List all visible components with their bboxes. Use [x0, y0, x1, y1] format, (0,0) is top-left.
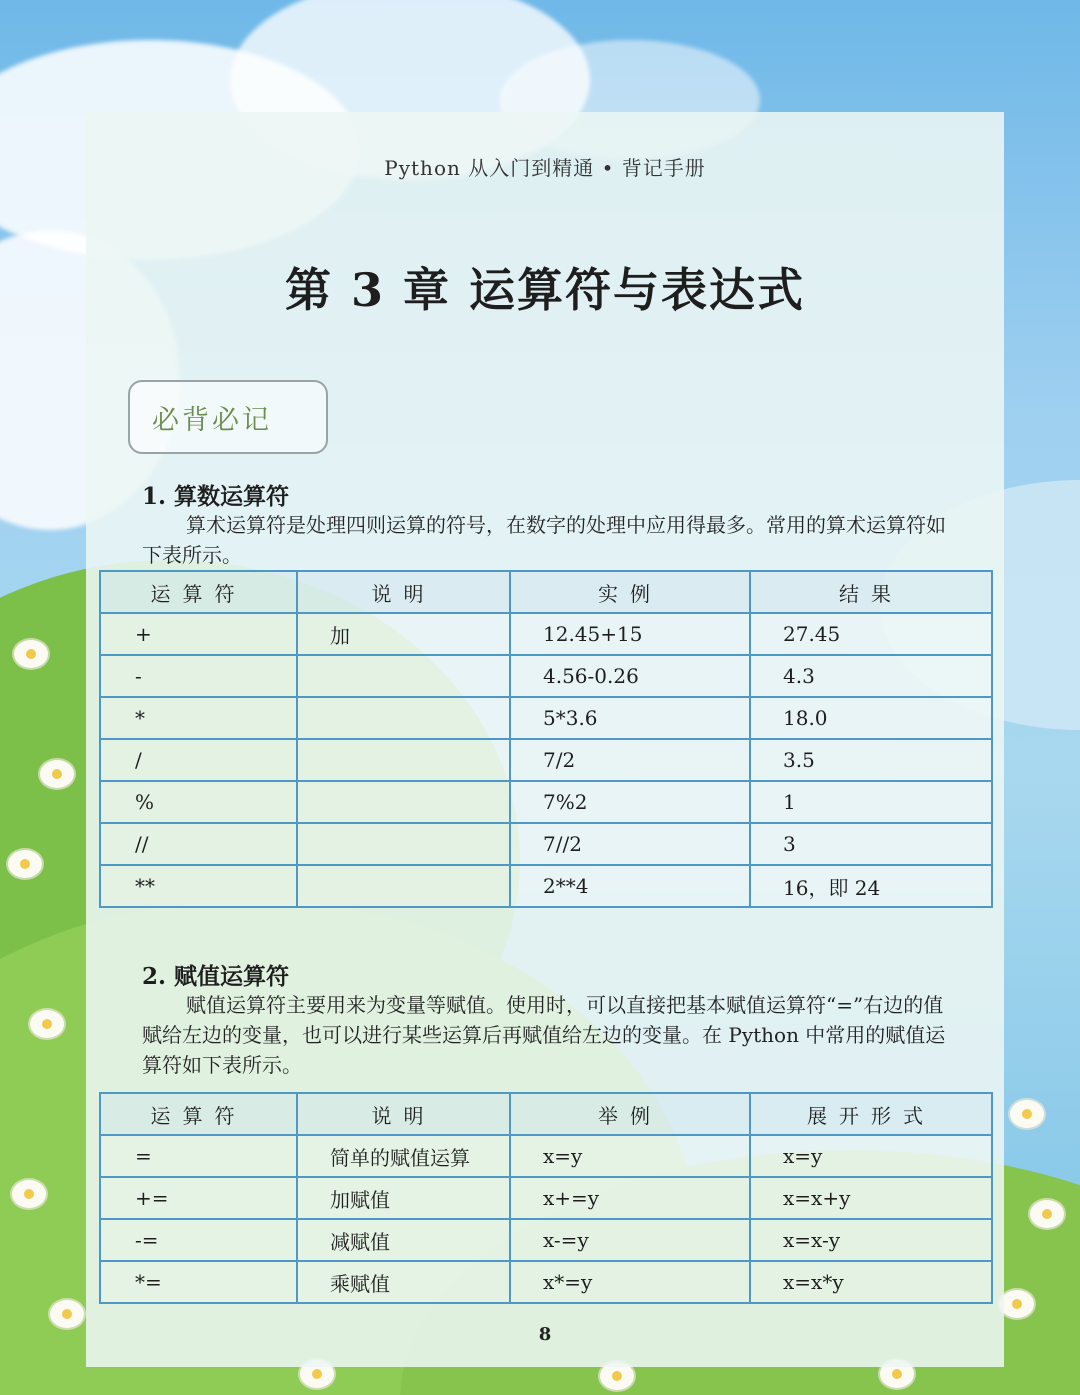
- table-header-row: [100, 571, 992, 613]
- cell-example: 5*3.6: [510, 697, 750, 739]
- cell-description: [297, 655, 510, 697]
- table-row: [100, 1135, 992, 1177]
- table-row: [100, 1177, 992, 1219]
- cell-description: 乘赋值: [297, 1261, 510, 1303]
- cell-example: x=y: [510, 1135, 750, 1177]
- cell-example: x*=y: [510, 1261, 750, 1303]
- chapter-title: 第 3 章 运算符与表达式: [284, 263, 806, 317]
- cell-operator: =: [100, 1135, 297, 1177]
- cell-result: 3.5: [750, 739, 992, 781]
- section2-heading: 2. 赋值运算符: [142, 963, 290, 990]
- table-row: [100, 697, 992, 739]
- cell-result: 16，即 24: [750, 865, 992, 907]
- cell-example: x+=y: [510, 1177, 750, 1219]
- header-operator: 运算符: [100, 571, 297, 613]
- running-head: Python 从入门到精通 • 背记手册: [384, 156, 706, 180]
- cell-operator: +=: [100, 1177, 297, 1219]
- table-row: [100, 655, 992, 697]
- cell-example: 4.56-0.26: [510, 655, 750, 697]
- cell-operator: /: [100, 739, 297, 781]
- section2-paragraph: [142, 990, 962, 1080]
- cell-description: [297, 739, 510, 781]
- cell-description: [297, 865, 510, 907]
- assignment-operators-table: [99, 1092, 993, 1304]
- cell-result: 27.45: [750, 613, 992, 655]
- table-header-row: [100, 1093, 992, 1135]
- section1-heading: 1. 算数运算符: [142, 483, 290, 510]
- cell-description: [297, 781, 510, 823]
- table-row: [100, 1219, 992, 1261]
- cell-description: 减赋值: [297, 1219, 510, 1261]
- section1-paragraph-text: 算术运算符是处理四则运算的符号，在数字的处理中应用得最多。常用的算术运算符如下表所示。: [142, 513, 946, 567]
- cell-description: [297, 823, 510, 865]
- cell-operator: **: [100, 865, 297, 907]
- header-result: 结果: [750, 571, 992, 613]
- table-row: [100, 613, 992, 655]
- cell-result: 4.3: [750, 655, 992, 697]
- header-expanded-form: 展开形式: [750, 1093, 992, 1135]
- section1-paragraph: [142, 510, 962, 570]
- cell-operator: *: [100, 697, 297, 739]
- cell-operator: //: [100, 823, 297, 865]
- cell-operator: -=: [100, 1219, 297, 1261]
- table-row: [100, 865, 992, 907]
- arithmetic-operators-table: [99, 570, 993, 908]
- cell-example: 7%2: [510, 781, 750, 823]
- document-page: [86, 112, 1004, 1367]
- cell-example: x-=y: [510, 1219, 750, 1261]
- table-row: [100, 1261, 992, 1303]
- cell-description: [297, 697, 510, 739]
- memorize-badge: [128, 380, 328, 454]
- cell-operator: +: [100, 613, 297, 655]
- cell-operator: -: [100, 655, 297, 697]
- cell-expanded-form: x=x-y: [750, 1219, 992, 1261]
- cell-result: 1: [750, 781, 992, 823]
- table-row: [100, 739, 992, 781]
- table-row: [100, 781, 992, 823]
- cell-expanded-form: x=y: [750, 1135, 992, 1177]
- section2-paragraph-text: 赋值运算符主要用来为变量等赋值。使用时，可以直接把基本赋值运算符“=”右边的值赋给左边的变量，也可以进行某些运算后再赋值给左边的变量。在 Python 中常用的赋值运算符如下表所示。: [142, 993, 946, 1077]
- cell-expanded-form: x=x*y: [750, 1261, 992, 1303]
- header-example: 举例: [510, 1093, 750, 1135]
- header-example: 实例: [510, 571, 750, 613]
- header-operator: 运算符: [100, 1093, 297, 1135]
- cell-description: 加: [297, 613, 510, 655]
- header-description: 说明: [297, 571, 510, 613]
- cell-example: 7//2: [510, 823, 750, 865]
- cell-description: 简单的赋值运算: [297, 1135, 510, 1177]
- cell-result: 18.0: [750, 697, 992, 739]
- cell-result: 3: [750, 823, 992, 865]
- badge-label: 必背必记: [152, 404, 272, 436]
- table-row: [100, 823, 992, 865]
- cell-operator: %: [100, 781, 297, 823]
- page-number: 8: [538, 1324, 552, 1345]
- cell-example: 7/2: [510, 739, 750, 781]
- cell-example: 2**4: [510, 865, 750, 907]
- cell-description: 加赋值: [297, 1177, 510, 1219]
- header-description: 说明: [297, 1093, 510, 1135]
- cell-expanded-form: x=x+y: [750, 1177, 992, 1219]
- cell-operator: *=: [100, 1261, 297, 1303]
- cell-example: 12.45+15: [510, 613, 750, 655]
